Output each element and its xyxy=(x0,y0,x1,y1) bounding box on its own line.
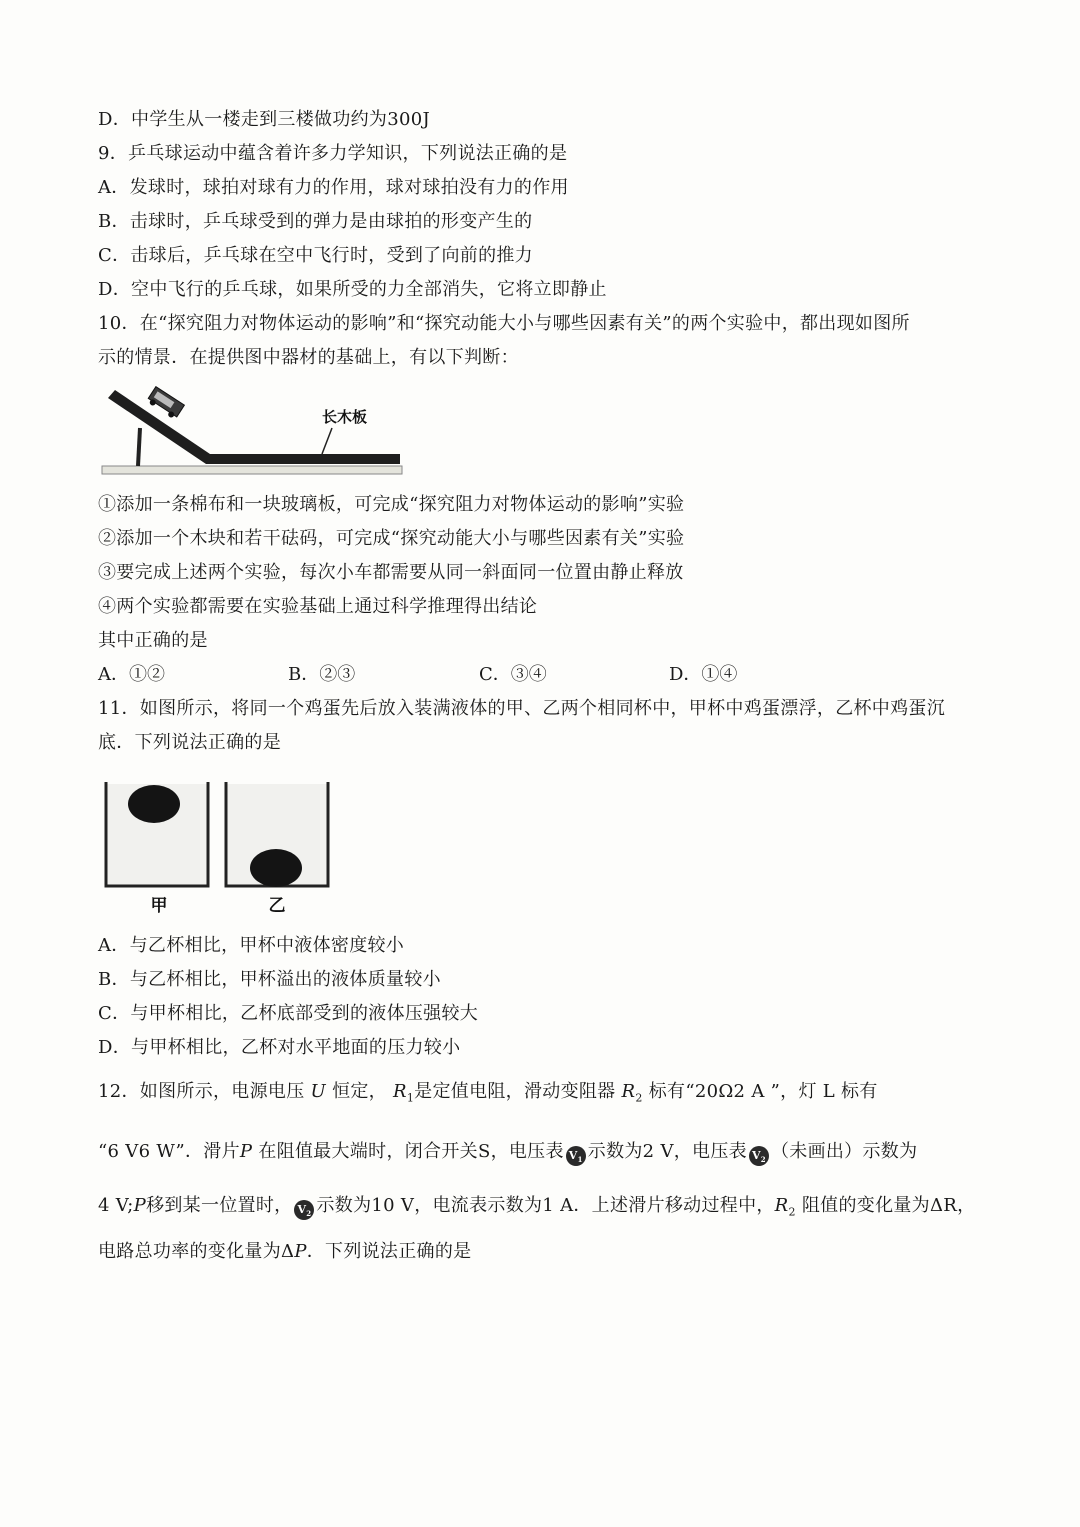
q11-option-b: B．与乙杯相比，甲杯溢出的液体质量较小 xyxy=(98,969,441,990)
q12-text: 恒定， xyxy=(332,1081,387,1102)
cup-jia xyxy=(106,782,208,886)
q11-stem-line2: 底．下列说法正确的是 xyxy=(98,732,281,753)
voltmeter-v2-icon: $V_2$ xyxy=(749,1146,769,1166)
q10-statement-2: ②添加一个木块和若干砝码，可完成“探究动能大小与哪些因素有关”实验 xyxy=(98,528,685,549)
cup-yi xyxy=(226,782,328,887)
table-surface xyxy=(102,466,402,474)
voltmeter-v1-icon: $V_1$ xyxy=(566,1146,586,1166)
q11-option-a: A．与乙杯相比，甲杯中液体密度较小 xyxy=(98,935,405,956)
ramp-support xyxy=(138,428,140,466)
q12-symbol-u: U xyxy=(310,1081,327,1102)
q12-text: ．下列说法正确的是 xyxy=(306,1241,472,1262)
q10-ramp-figure xyxy=(100,386,410,478)
q10-stem-line2: 示的情景．在提供图中器材的基础上，有以下判断： xyxy=(98,347,519,368)
q8-option-d: D．中学生从一楼走到三楼做功约为300J xyxy=(98,109,431,130)
q12-text: 阻值的变化量为ΔR， xyxy=(801,1195,976,1216)
q11-option-c: C．与甲杯相比，乙杯底部受到的液体压强较大 xyxy=(98,1003,479,1024)
q12-text: 示数为2 V，电压表 xyxy=(587,1141,747,1162)
q11-cups-figure xyxy=(102,778,334,918)
q12-symbol-r2-sub: 2 xyxy=(635,1091,643,1105)
q12-line4 xyxy=(98,1240,471,1264)
q12-symbol-r2: R xyxy=(774,1195,789,1216)
q9-option-d: D．空中飞行的乒乓球，如果所受的力全部消失，它将立即静止 xyxy=(98,279,607,300)
long-board-label: 长木板 xyxy=(322,409,368,426)
label-leader xyxy=(322,428,332,454)
q10-statement-1: ①添加一条棉布和一块玻璃板，可完成“探究阻力对物体运动的影响”实验 xyxy=(98,494,685,515)
q10-statement-4: ④两个实验都需要在实验基础上通过科学推理得出结论 xyxy=(98,596,538,617)
q12-line3 xyxy=(98,1194,975,1225)
cup-jia-label: 甲 xyxy=(150,896,168,915)
q12-text: 移到某一位置时， xyxy=(146,1195,293,1216)
egg-sunk xyxy=(250,849,302,887)
voltmeter-v2-icon: $V_2$ xyxy=(294,1200,314,1220)
q11-option-d: D．与甲杯相比，乙杯对水平地面的压力较小 xyxy=(98,1037,461,1058)
q12-symbol-r2-sub: 2 xyxy=(788,1205,796,1219)
q12-symbol-p: P xyxy=(294,1241,307,1262)
q12-line1 xyxy=(98,1080,878,1111)
q10-option-b: B．②③ xyxy=(288,664,356,685)
q12-text: 标有“20Ω2 A ”，灯 L 标有 xyxy=(648,1081,878,1102)
q12-text: “6 V6 W”．滑片 xyxy=(98,1141,240,1162)
q12-symbol-p: P xyxy=(239,1141,253,1162)
cup-yi-label: 乙 xyxy=(268,896,286,915)
q10-stem-line1: 10．在“探究阻力对物体运动的影响”和“探究动能大小与哪些因素有关”的两个实验中，都出现如图所 xyxy=(98,313,910,334)
q12-text: （未画出）示数为 xyxy=(770,1141,918,1162)
q9-option-a: A．发球时，球拍对球有力的作用，球对球拍没有力的作用 xyxy=(98,177,569,198)
q10-option-d: D．①④ xyxy=(669,664,738,685)
q12-text: 是定值电阻，滑动变阻器 xyxy=(414,1081,616,1102)
q12-text: 电路总功率的变化量为Δ xyxy=(98,1241,295,1262)
q9-option-b: B．击球时，乒乓球受到的弹力是由球拍的形变产生的 xyxy=(98,211,533,232)
q12-text: 在阻值最大端时，闭合开关S，电压表 xyxy=(258,1141,564,1162)
q9-option-c: C．击球后，乒乓球在空中飞行时，受到了向前的推力 xyxy=(98,245,533,266)
q12-text: 示数为10 V，电流表示数为1 A．上述滑片移动过程中， xyxy=(316,1195,775,1216)
q12-symbol-r1-sub: 1 xyxy=(406,1091,415,1105)
egg-floating xyxy=(128,785,180,823)
q12-symbol-r1: R xyxy=(393,1081,407,1102)
q12-line2 xyxy=(98,1140,917,1166)
q10-question: 其中正确的是 xyxy=(98,630,208,651)
q12-symbol-p: P xyxy=(133,1195,147,1216)
q10-statement-3: ③要完成上述两个实验，每次小车都需要从同一斜面同一位置由静止释放 xyxy=(98,562,684,583)
q12-text: 4 V; xyxy=(98,1195,134,1216)
q11-stem-line1: 11．如图所示，将同一个鸡蛋先后放入装满液体的甲、乙两个相同杯中，甲杯中鸡蛋漂浮，乙杯中鸡蛋沉 xyxy=(98,698,945,719)
q9-stem: 9．乒乓球运动中蕴含着许多力学知识，下列说法正确的是 xyxy=(98,143,568,164)
q12-symbol-r2: R xyxy=(621,1081,636,1102)
q10-option-c: C．③④ xyxy=(479,664,547,685)
q10-option-a: A．①② xyxy=(98,664,165,685)
q12-text: 12．如图所示，电源电压 xyxy=(98,1081,305,1102)
